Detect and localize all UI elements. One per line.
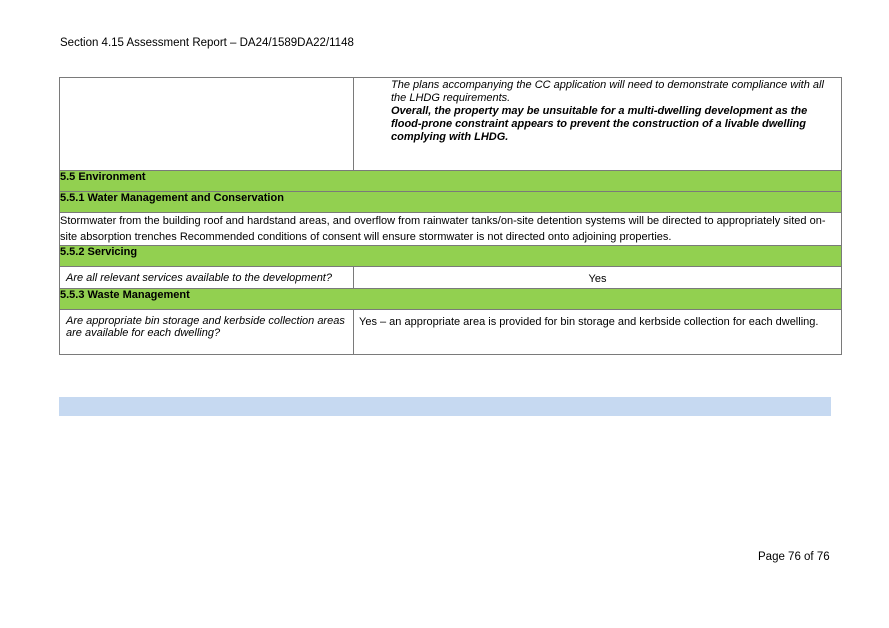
section-heading-waste: 5.5.3 Waste Management (60, 289, 842, 310)
assessment-table (59, 77, 842, 355)
page-number: Page 76 of 76 (758, 551, 830, 563)
section-heading-environment: 5.5 Environment (60, 171, 842, 192)
report-header: Section 4.15 Assessment Report – DA24/1589DA22/1148 (60, 37, 354, 49)
servicing-answer: Yes (354, 267, 842, 289)
table-row (60, 213, 842, 246)
table-row (60, 310, 842, 355)
lhdg-conclusion-text: Overall, the property may be unsuitable for a multi-dwelling development as the flood-prone constraint appears to prevent the construction of a livable dwelling complying with LHDG. (391, 105, 808, 143)
table-row (60, 267, 842, 289)
section-heading-row (60, 246, 842, 267)
section-heading-water: 5.5.1 Water Management and Conservation (60, 192, 842, 213)
table-row (60, 78, 842, 171)
empty-cell (60, 78, 354, 171)
section-heading-row (60, 192, 842, 213)
water-management-text: Stormwater from the building roof and hardstand areas, and overflow from rainwater tanks/on-site detention systems will be directed to appropriately sited on-site absorption trenches Recommended conditions of consent will ensure stormwater is not directed onto adjoining properties. (60, 213, 842, 246)
waste-answer: Yes – an appropriate area is provided for bin storage and kerbside collection for each dwelling. (354, 310, 842, 355)
section-heading-servicing: 5.5.2 Servicing (60, 246, 842, 267)
servicing-question: Are all relevant services available to the development? (60, 267, 354, 289)
lhdg-comment-cell (354, 78, 842, 171)
blue-band (59, 397, 831, 416)
section-heading-row (60, 289, 842, 310)
lhdg-requirement-text: The plans accompanying the CC application will need to demonstrate compliance with all the LHDG requirements. (391, 79, 824, 104)
waste-question: Are appropriate bin storage and kerbside collection areas are available for each dwelling? (60, 310, 354, 355)
section-heading-row (60, 171, 842, 192)
